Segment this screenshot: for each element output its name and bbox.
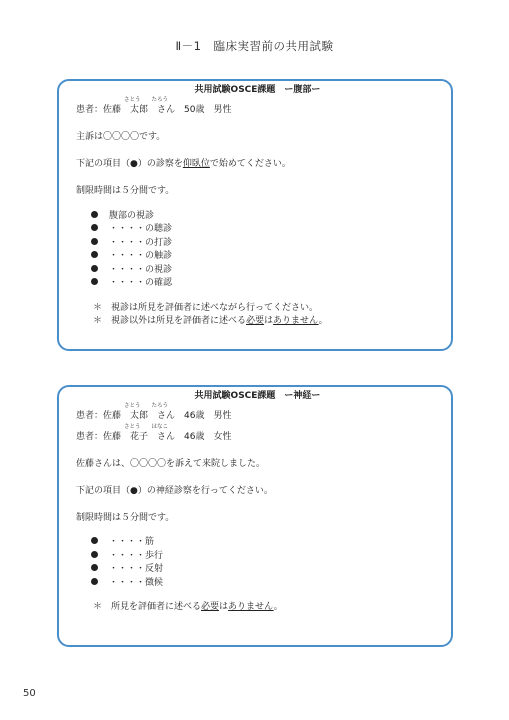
notes xyxy=(76,302,439,329)
page-number: 50 xyxy=(23,688,36,699)
exam-item-list xyxy=(76,536,439,590)
section-heading: Ⅱ－1 臨床実習前の共用試験 xyxy=(175,39,334,53)
bullet-icon xyxy=(91,211,98,218)
bullet-icon xyxy=(91,265,98,272)
list-item: ・・・・徴候 xyxy=(91,577,439,591)
bullet-icon xyxy=(91,564,98,571)
bullet-icon xyxy=(91,578,98,585)
time-limit: 制限時間は５分間です。 xyxy=(76,186,175,196)
time-limit: 制限時間は５分間です。 xyxy=(76,512,175,523)
furigana: さとう はなこ xyxy=(124,423,169,430)
note-item: ＊ 所見を評価者に述べる必要はありません。 xyxy=(93,601,439,615)
bullet-icon xyxy=(91,278,98,285)
list-item: ・・・・の聴診 xyxy=(91,223,439,237)
instruction: 下記の項目（●）の診察を仰臥位で始めてください。 xyxy=(76,159,291,169)
asterisk-icon: ＊ xyxy=(93,316,103,326)
instruction: 下記の項目（●）の神経診察を行ってください。 xyxy=(76,485,273,496)
osce-card-abdomen xyxy=(57,79,453,351)
list-item: ・・・・筋 xyxy=(91,536,439,550)
bullet-icon xyxy=(91,224,98,231)
patient-info: 患者：佐藤 太郎 さん 50歳 男性 xyxy=(76,105,232,115)
card-title: 共用試験OSCE課題 ー神経ー xyxy=(194,391,321,401)
patient-info: 患者：佐藤 花子 さん 46歳 女性 xyxy=(76,431,232,442)
asterisk-icon: ＊ xyxy=(93,302,103,313)
patient-info: 患者：佐藤 太郎 さん 46歳 男性 xyxy=(76,411,232,421)
furigana: さとう たろう xyxy=(124,97,169,103)
visit-reason: 佐藤さんは、〇〇〇〇を訴えて来院しました。 xyxy=(76,458,266,469)
asterisk-icon: ＊ xyxy=(93,602,103,612)
osce-card-neuro xyxy=(57,385,453,647)
note-item: ＊ 視診以外は所見を評価者に述べる必要はありません。 xyxy=(93,315,439,329)
list-item: ・・・・の触診 xyxy=(91,250,439,264)
bullet-icon xyxy=(91,251,98,258)
list-item: 腹部の視診 xyxy=(91,210,439,224)
list-item: ・・・・の確認 xyxy=(91,277,439,291)
list-item: ・・・・反射 xyxy=(91,563,439,577)
list-item: ・・・・歩行 xyxy=(91,550,439,564)
bullet-icon xyxy=(91,537,98,544)
bullet-icon xyxy=(91,238,98,245)
chief-complaint: 主訴は〇〇〇〇です。 xyxy=(76,132,166,142)
note-item: ＊ 視診は所見を評価者に述べながら行ってください。 xyxy=(93,302,439,316)
exam-item-list xyxy=(76,210,439,291)
furigana: さとう たろう xyxy=(124,403,169,409)
card-title: 共用試験OSCE課題 ー腹部ー xyxy=(194,85,321,95)
bullet-icon xyxy=(91,551,98,558)
underlined-term: 仰臥位 xyxy=(182,159,210,169)
list-item: ・・・・の打診 xyxy=(91,237,439,251)
list-item: ・・・・の視診 xyxy=(91,264,439,278)
notes xyxy=(76,601,439,615)
